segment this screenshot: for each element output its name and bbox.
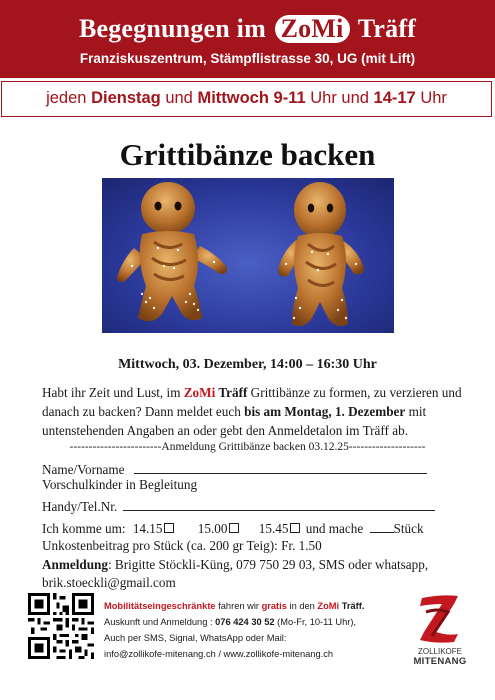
page-title: Grittibänze backen xyxy=(119,137,376,172)
contact-email[interactable]: brik.stoeckli@gmail.com xyxy=(42,574,176,590)
kids-row xyxy=(42,477,197,493)
qr-code-icon[interactable] xyxy=(28,593,94,659)
kids-label: Vorschulkinder in Begleitung xyxy=(42,477,198,492)
footer-text: in den xyxy=(286,601,318,611)
schedule-text: und xyxy=(160,89,198,107)
slot-3-checkbox[interactable] xyxy=(290,523,300,533)
registration-divider: ------------------------Anmeldung Grittibänze backen 03.12.25-------------------- xyxy=(69,441,426,453)
schedule-text: Uhr und xyxy=(305,89,374,107)
contact-block xyxy=(42,556,472,591)
phone-label: Handy/Tel.Nr. xyxy=(42,499,118,514)
footer-brand-suffix: Träff. xyxy=(339,601,365,611)
footer-text: Auskunft und Anmeldung : xyxy=(104,617,216,627)
schedule-box xyxy=(1,81,492,117)
event-date: Mittwoch, 03. Dezember, 14:00 – 16:30 Uhr xyxy=(118,357,377,372)
pieces-label: Stück xyxy=(393,521,424,536)
schedule-text: jeden xyxy=(46,89,92,107)
grittibanz-right xyxy=(278,182,364,326)
intro-text: Habt ihr Zeit und Lust, im xyxy=(42,385,184,400)
cost-row: Unkostenbeitrag pro Stück (ca. 200 gr Teig): Fr. 1.50 xyxy=(42,538,322,553)
intro-text: Grittibänze zu formen, zu verzieren und danach zu backen? Dann meldet euch xyxy=(42,385,462,419)
slot-2-checkbox[interactable] xyxy=(229,523,239,533)
schedule-time-morning: 9-11 xyxy=(268,89,306,107)
make-label: und mache xyxy=(305,521,364,536)
schedule-time-afternoon: 14-17 xyxy=(373,89,416,107)
grittibaenze-photo xyxy=(102,178,394,333)
footer-info xyxy=(104,598,424,662)
footer-line-1 xyxy=(104,598,424,614)
name-field[interactable] xyxy=(134,461,427,474)
contact-label: Anmeldung xyxy=(42,557,108,572)
grittibanz-left xyxy=(117,182,227,321)
slot-1-checkbox[interactable] xyxy=(164,523,174,533)
zomi-brand-badge: ZoMi xyxy=(275,15,350,43)
registration-deadline: bis am Montag, 1. Dezember xyxy=(244,404,406,419)
logo-text xyxy=(408,647,472,667)
header-title-after: Träff xyxy=(357,14,417,43)
name-row xyxy=(42,461,427,478)
schedule-day-wednesday: Mittwoch xyxy=(197,89,269,107)
intro-brand-suffix: Träff xyxy=(215,385,248,400)
footer-phone[interactable]: 076 424 30 52 xyxy=(215,617,275,627)
header-title xyxy=(0,14,495,44)
intro-brand: ZoMi xyxy=(183,385,216,400)
name-label: Name/Vorname xyxy=(42,462,125,477)
intro-text: mit untenstehenden Angaben an oder gebt den Anmeldetalon im Träff ab. xyxy=(42,404,427,438)
intro-paragraph xyxy=(42,383,462,440)
pieces-field[interactable] xyxy=(370,520,394,533)
grittibaenze-illustration xyxy=(102,178,394,333)
header-title-before: Begegnungen im xyxy=(78,14,266,43)
schedule-day-tuesday: Dienstag xyxy=(91,89,161,107)
footer-free: gratis xyxy=(261,601,287,611)
logo-line-2: MITENANG xyxy=(413,656,467,667)
footer-line-2 xyxy=(104,614,424,630)
slot-3-label: 15.45 xyxy=(258,521,289,536)
contact-text: : Brigitte Stöckli-Küng, 079 750 29 03, SMS oder whatsapp, xyxy=(107,557,429,572)
footer-line-4[interactable]: info@zollikofe-mitenang.ch / www.zollikofe-mitenang.ch xyxy=(104,649,334,659)
slot-row xyxy=(42,520,424,537)
footer-line-3: Auch per SMS, Signal, WhatsApp oder Mail: xyxy=(104,633,287,643)
footer-mobility: Mobilitätseingeschränkte xyxy=(104,601,216,611)
zollikofe-mitenang-logo-icon xyxy=(414,592,464,644)
header-address: Franziskuszentrum, Stämpflistrasse 30, UG (mit Lift) xyxy=(79,51,416,66)
schedule-text: Uhr xyxy=(415,89,447,107)
slot-2-label: 15.00 xyxy=(197,521,228,536)
footer-text: (Mo-Fr, 10-11 Uhr), xyxy=(274,617,357,627)
come-label: Ich komme um: xyxy=(42,521,126,536)
phone-field[interactable] xyxy=(123,498,435,511)
footer-text: fahren wir xyxy=(215,601,262,611)
phone-row xyxy=(42,498,435,515)
header-band xyxy=(0,0,495,78)
slot-1-label: 14.15 xyxy=(132,521,163,536)
logo-line-1: ZOLLIKOFE xyxy=(417,647,462,656)
footer-brand: ZoMi xyxy=(317,601,340,611)
